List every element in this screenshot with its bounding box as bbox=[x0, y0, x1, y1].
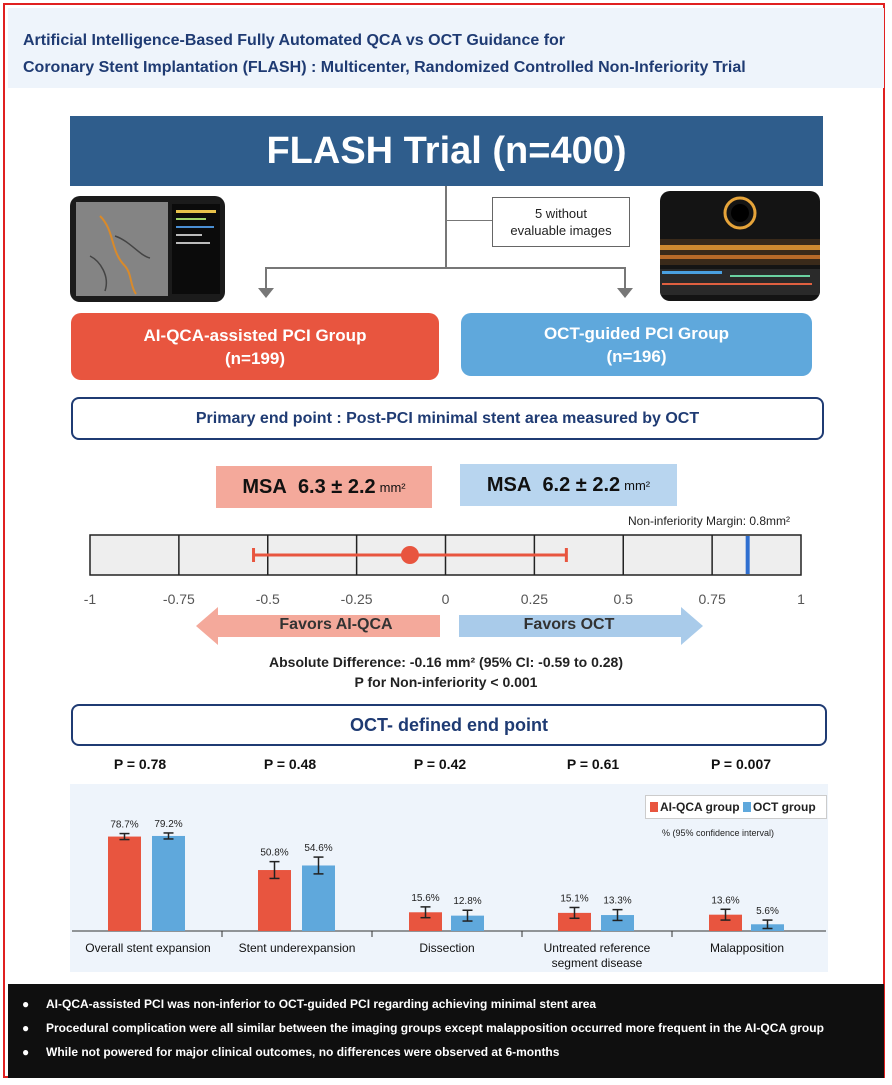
header-line-1: Artificial Intelligence-Based Fully Automated QCA vs OCT Guidance for bbox=[23, 32, 566, 49]
legend-note: % (95% confidence interval) bbox=[662, 828, 775, 838]
oct-group-name: OCT-guided PCI Group bbox=[543, 323, 730, 343]
forest-tick-label: -0.75 bbox=[162, 591, 195, 607]
angiography-image bbox=[70, 196, 225, 302]
bar-value-label: 78.7% bbox=[110, 819, 139, 831]
conclusion-item: ● AI-QCA-assisted PCI was non-inferior to OCT-guided PCI regarding achieving minimal stent area bbox=[22, 997, 597, 1011]
trial-title-banner: FLASH Trial (n=400) bbox=[70, 116, 823, 186]
msa-ai-qca-label: MSA bbox=[242, 475, 287, 498]
legend-swatch-ai-qca bbox=[650, 802, 658, 812]
noninferiority-margin-label: Non-inferiority Margin: 0.8mm² bbox=[628, 514, 791, 528]
point-estimate bbox=[401, 546, 419, 564]
favors-oct-label: Favors OCT bbox=[523, 616, 615, 633]
bar bbox=[302, 865, 335, 931]
arrow-down-icon bbox=[617, 288, 633, 298]
p-value-label: P = 0.78 bbox=[113, 756, 167, 772]
header-line-2: Coronary Stent Implantation (FLASH) : Multicenter, Randomized Controlled Non-Inferiority Trial bbox=[23, 59, 746, 76]
conclusion-item: ● While not powered for major clinical outcomes, no differences were observed at 6-months bbox=[22, 1045, 560, 1059]
exclusion-note bbox=[492, 197, 630, 247]
category-label: Dissection bbox=[419, 941, 475, 955]
msa-ai-qca-unit: mm² bbox=[379, 479, 406, 495]
forest-tick-label: 0 bbox=[441, 591, 450, 607]
legend-swatch-oct bbox=[743, 802, 751, 812]
category-label: Untreated reference bbox=[543, 941, 651, 955]
p-value-label: P = 0.61 bbox=[566, 756, 620, 772]
forest-tick-label: 1 bbox=[797, 591, 805, 607]
oct-image bbox=[660, 191, 820, 301]
forest-tick-label: 0.5 bbox=[613, 591, 633, 607]
conclusion-text: Procedural complication were all similar between the imaging groups except malapposition occurred more frequent in the AI-QCA group bbox=[46, 1021, 824, 1035]
msa-ai-qca bbox=[216, 466, 432, 508]
bar-value-label: 15.1% bbox=[560, 893, 589, 905]
p-value-label: P = 0.48 bbox=[263, 756, 317, 772]
conclusion-text: While not powered for major clinical outcomes, no differences were observed at 6-months bbox=[46, 1045, 560, 1059]
bar-value-label: 13.3% bbox=[603, 895, 632, 907]
oct-group-n: (n=196) bbox=[606, 346, 667, 366]
bar-value-label: 15.6% bbox=[411, 892, 440, 904]
arrow-down-icon bbox=[258, 288, 274, 298]
bar bbox=[152, 836, 185, 931]
forest-tick-label: 0.25 bbox=[520, 591, 548, 607]
forest-plot bbox=[0, 528, 892, 588]
legend-label-ai-qca: AI-QCA group bbox=[660, 800, 740, 814]
bar-value-label: 50.8% bbox=[260, 847, 289, 859]
msa-oct-value: 6.2 ± 2.2 bbox=[542, 473, 621, 496]
header bbox=[8, 8, 884, 88]
legend-label-oct: OCT group bbox=[753, 800, 816, 814]
p-value-label: P = 0.007 bbox=[710, 756, 772, 772]
ai-qca-group-name: AI-QCA-assisted PCI Group bbox=[143, 325, 367, 345]
conclusions-box bbox=[8, 984, 884, 1078]
conclusion-item: ● Procedural complication were all similar between the imaging groups except malapposition occurred more frequent in the AI-QCA group bbox=[22, 1021, 824, 1035]
absolute-difference: Absolute Difference: -0.16 mm² (95% CI: -0.59 to 0.28) bbox=[269, 654, 623, 670]
exclusion-note-line-2: evaluable images bbox=[510, 223, 612, 238]
bar bbox=[108, 837, 141, 931]
forest-tick-label: -0.25 bbox=[340, 591, 373, 607]
exclusion-note-line-1: 5 without bbox=[534, 206, 588, 221]
ai-qca-group-n: (n=199) bbox=[225, 348, 285, 368]
msa-oct-unit: mm² bbox=[624, 477, 651, 493]
conclusion-text: AI-QCA-assisted PCI was non-inferior to OCT-guided PCI regarding achieving minimal stent area bbox=[46, 997, 597, 1011]
p-value-label: P = 0.42 bbox=[413, 756, 467, 772]
category-label: Malapposition bbox=[709, 941, 785, 955]
category-label: Stent underexpansion bbox=[238, 941, 356, 955]
bar-legend bbox=[645, 795, 827, 819]
flow-line-horizontal bbox=[265, 267, 626, 269]
msa-oct-label: MSA bbox=[486, 473, 532, 496]
bar-value-label: 12.8% bbox=[453, 896, 482, 908]
favors-ai-qca-label: Favors AI-QCA bbox=[279, 616, 393, 633]
forest-tick-label: -0.5 bbox=[255, 591, 280, 607]
p-noninferiority: P for Non-inferiority < 0.001 bbox=[354, 674, 538, 690]
bar-value-label: 54.6% bbox=[304, 843, 333, 855]
category-label: Overall stent expansion bbox=[85, 941, 211, 955]
oct-endpoint-box: OCT- defined end point bbox=[71, 704, 827, 746]
forest-tick-label: 0.75 bbox=[698, 591, 726, 607]
primary-endpoint-box: Primary end point : Post-PCI minimal stent area measured by OCT bbox=[71, 397, 824, 440]
bar-value-label: 5.6% bbox=[756, 906, 779, 918]
flow-line-note bbox=[447, 220, 492, 221]
flow-line-vertical bbox=[445, 186, 447, 268]
forest-tick-label: -1 bbox=[83, 591, 97, 607]
msa-oct bbox=[460, 464, 677, 506]
ai-qca-group-box bbox=[71, 313, 439, 380]
bar-value-label: 79.2% bbox=[154, 818, 183, 830]
oct-group-box bbox=[461, 313, 812, 376]
category-label: segment disease bbox=[551, 956, 643, 970]
msa-ai-qca-value: 6.3 ± 2.2 bbox=[297, 475, 376, 498]
bar-value-label: 13.6% bbox=[711, 895, 740, 907]
